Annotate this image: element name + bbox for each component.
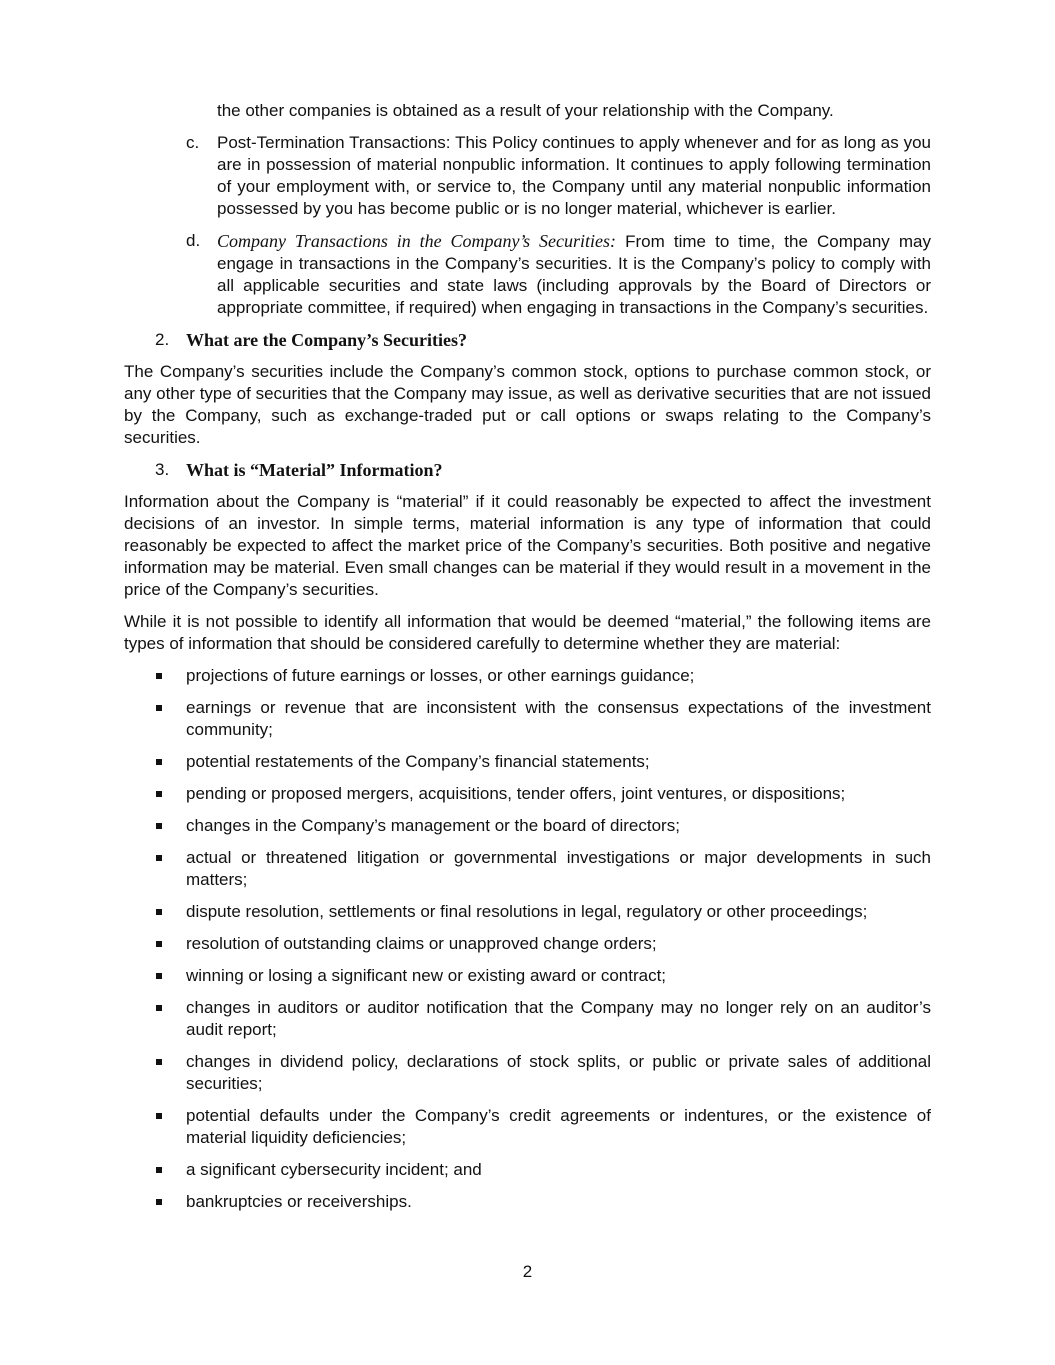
list-item — [124, 697, 931, 741]
list-item — [124, 847, 931, 891]
bullet-square-icon — [156, 1059, 162, 1065]
bullet-square-icon — [156, 1113, 162, 1119]
list-item — [124, 997, 931, 1041]
list-item — [124, 933, 931, 955]
list-item-text: actual or threatened litigation or governmental investigations or major developments in such matters; — [186, 848, 931, 889]
item-d-paragraph — [217, 230, 931, 319]
section-3-number: 3. — [155, 460, 170, 479]
list-item — [124, 815, 931, 837]
list-item — [124, 1191, 931, 1213]
list-item-text: pending or proposed mergers, acquisitions, tender offers, joint ventures, or dispositions; — [186, 784, 846, 803]
item-d-title: Company Transactions in the Company’s Securities: — [217, 231, 617, 251]
bullet-square-icon — [156, 1167, 162, 1173]
item-c-text: Post-Termination Transactions: This Policy continues to apply whenever and for as long as you are in possession of material nonpublic information. It continues to apply following termination of your employment with, or service to, the Company until any material nonpublic information possessed by you has become public or is no longer material, whichever is earlier. — [217, 133, 931, 218]
item-d — [124, 230, 931, 319]
list-item-text: bankruptcies or receiverships. — [186, 1192, 412, 1211]
list-item-text: dispute resolution, settlements or final resolutions in legal, regulatory or other proceedings; — [186, 902, 868, 921]
document-page — [124, 100, 931, 1223]
bullet-square-icon — [156, 855, 162, 861]
section-3-body-2: While it is not possible to identify all information that would be deemed “material,” the following items are types of information that should be considered carefully to determine whether they are material: — [124, 612, 931, 653]
bullet-square-icon — [156, 909, 162, 915]
material-items-list — [124, 665, 931, 1213]
list-item-text: changes in the Company’s management or the board of directors; — [186, 816, 680, 835]
item-c-marker: c. — [186, 133, 200, 152]
section-2-body: The Company’s securities include the Company’s common stock, options to purchase common stock, or any other type of securities that the Company may issue, as well as derivative securities that are not issued by the Company, such as exchange-traded put or call options or swaps relating to the Company’s securities. — [124, 362, 931, 447]
section-2-heading — [124, 329, 931, 352]
list-item — [124, 1159, 931, 1181]
bullet-square-icon — [156, 941, 162, 947]
list-item-text: winning or losing a significant new or existing award or contract; — [186, 966, 667, 985]
bullet-square-icon — [156, 791, 162, 797]
list-item-text: potential restatements of the Company’s financial statements; — [186, 752, 650, 771]
bullet-square-icon — [156, 973, 162, 979]
bullet-square-icon — [156, 1005, 162, 1011]
section-2-title: What are the Company’s Securities? — [186, 330, 467, 350]
item-d-text: From time to time, the Company may engage in transactions in the Company’s securities. It is the Company’s policy to comply with all applicable securities and state laws (including approvals by the Board of Directors or appropriate committee, if required) when engaging in transactions in the Company’s securities. — [217, 232, 931, 317]
list-item — [124, 965, 931, 987]
list-item-text: a significant cybersecurity incident; and — [186, 1160, 482, 1179]
list-item-text: changes in dividend policy, declarations of stock splits, or public or private sales of additional securities; — [186, 1052, 931, 1093]
list-item — [124, 1105, 931, 1149]
page-number: 2 — [522, 1262, 533, 1281]
list-item — [124, 901, 931, 923]
list-item-text: changes in auditors or auditor notification that the Company may no longer rely on an auditor’s audit report; — [186, 998, 931, 1039]
continuation-text: the other companies is obtained as a result of your relationship with the Company. — [217, 101, 834, 120]
bullet-square-icon — [156, 823, 162, 829]
bullet-square-icon — [156, 705, 162, 711]
item-d-marker: d. — [186, 231, 201, 250]
section-3-body-1: Information about the Company is “material” if it could reasonably be expected to affect the investment decisions of an investor. In simple terms, material information is any type of information that could reasonably be expected to affect the market price of the Company’s securities. Both positive and negative information may be material. Even small changes can be material if they would result in a movement in the price of the Company’s securities. — [124, 492, 931, 599]
list-item — [124, 1051, 931, 1095]
list-item — [124, 665, 931, 687]
bullet-square-icon — [156, 1199, 162, 1205]
list-item — [124, 751, 931, 773]
list-item — [124, 783, 931, 805]
bullet-square-icon — [156, 759, 162, 765]
list-item-text: resolution of outstanding claims or unapproved change orders; — [186, 934, 657, 953]
section-3-title: What is “Material” Information? — [186, 460, 443, 480]
section-2-number: 2. — [155, 330, 170, 349]
section-3-heading — [124, 459, 931, 482]
list-item-text: earnings or revenue that are inconsistent with the consensus expectations of the investment community; — [186, 698, 931, 739]
bullet-square-icon — [156, 673, 162, 679]
list-item-text: projections of future earnings or losses, or other earnings guidance; — [186, 666, 695, 685]
item-c — [124, 132, 931, 220]
list-item-text: potential defaults under the Company’s credit agreements or indentures, or the existence of material liquidity deficiencies; — [186, 1106, 931, 1147]
